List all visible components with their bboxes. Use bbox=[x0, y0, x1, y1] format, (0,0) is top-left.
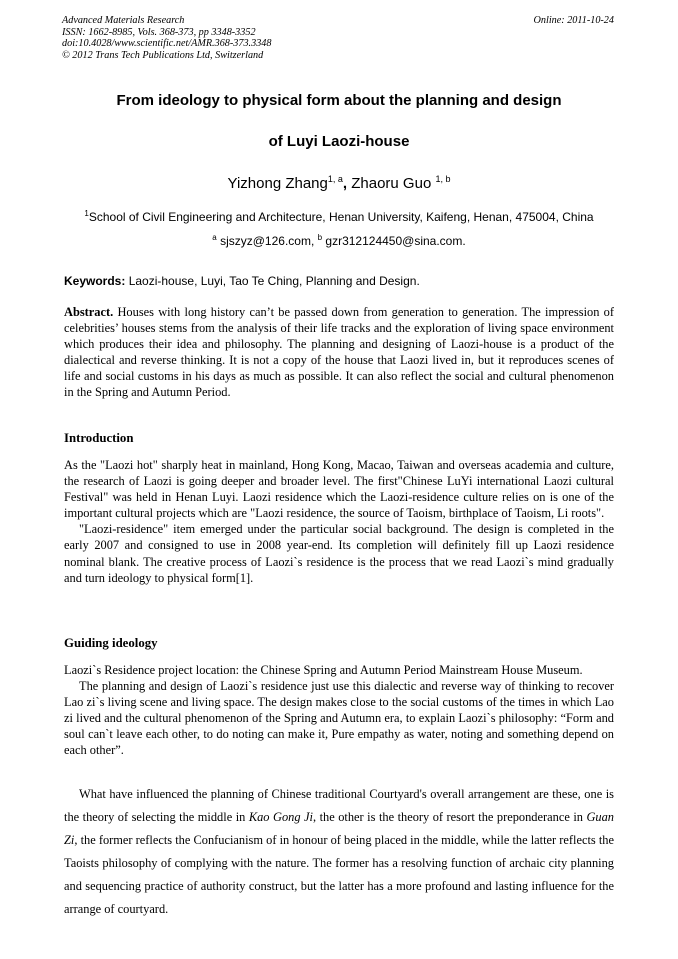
email-a-marker: a bbox=[212, 233, 217, 242]
journal-issn: ISSN: 1662-8985, Vols. 368-373, pp 3348-3352 bbox=[62, 26, 256, 38]
affiliation-number: 1 bbox=[84, 209, 89, 218]
journal-name: Advanced Materials Research bbox=[62, 15, 185, 26]
paper-title-line-2: of Luyi Laozi-house bbox=[268, 133, 410, 150]
affiliation bbox=[0, 209, 678, 224]
keywords-text: Laozi-house, Luyi, Tao Te Ching, Planning and Design. bbox=[125, 274, 420, 288]
guiding-ideology-body-continued bbox=[64, 783, 614, 921]
online-date: Online: 2011-10-24 bbox=[533, 15, 614, 26]
guiding-p3-part-b: , the other is the theory of resort the preponderance in bbox=[312, 810, 587, 824]
journal-doi: doi:10.4028/www.scientific.net/AMR.368-373.3348 bbox=[62, 38, 272, 50]
author-1-affil: 1, a bbox=[327, 174, 343, 184]
abstract-label: Abstract. bbox=[64, 305, 114, 319]
author-2-affil: 1, b bbox=[435, 174, 451, 184]
guiding-paragraph-1: Laozi`s Residence project location: the Chinese Spring and Autumn Period Mainstream House Museum. bbox=[64, 663, 583, 677]
guiding-p3-part-a: What have influenced the planning of Chinese traditional Courtyard's overall arrangement are these, one is the theory of selecting the middle in bbox=[64, 787, 614, 824]
section-heading-introduction: Introduction bbox=[64, 431, 134, 445]
introduction-paragraph-2: "Laozi-residence" item emerged under the particular social background. The design is completed in the early 2007 and consigned to use in 2008 year-end. Its completion will definitely fill up Laozi residence nominal blank. The creative process of Laozi`s residence is the process that we read Laozi`s mind gradually and turn ideology to physical form[1]. bbox=[64, 522, 614, 585]
abstract-text: Houses with long history can’t be passed down from generation to generation. The impression of celebrities’ houses stems from the analysis of their life tracks and the exploration of living space environment which produces their idea and philosophy. The planning and designing of Laozi-house is a product of the dialectical and reverse thinking. It is not a copy of the house that Laozi lived in, but it reproduces scenes of life and social customs in his days as much as possible. It can also reflect the social and cultural phenomenon in the Spring and Autumn Period. bbox=[64, 305, 614, 400]
journal-header bbox=[62, 15, 614, 61]
affiliation-text: School of Civil Engineering and Architecture, Henan University, Kaifeng, Henan, 475004, China bbox=[88, 210, 594, 224]
author-2: Zhaoru Guo bbox=[351, 175, 436, 192]
abstract-paragraph bbox=[64, 304, 614, 401]
guiding-paragraph-2: The planning and design of Laozi`s residence just use this dialectic and reverse way of thinking to recover Lao zi`s living scene and living space. The design makes close to the social customs of the times in which Lao zi lived and the cultural phenomenon of the Spring and Autumn era, to explain Laozi`s philosophy: “Form and soul can`t leave each other, to do noting can make it, Pure empathy as water, noting and something depend on each other”. bbox=[64, 679, 614, 758]
section-heading-guiding-ideology: Guiding ideology bbox=[64, 636, 158, 650]
keywords-label: Keywords: bbox=[64, 274, 126, 288]
guiding-ideology-body bbox=[64, 662, 614, 759]
paper-title-line-1: From ideology to physical form about the planning and design bbox=[116, 92, 562, 109]
author-list bbox=[0, 174, 678, 192]
guiding-paragraph-3 bbox=[64, 783, 614, 921]
abstract bbox=[64, 304, 614, 401]
introduction-paragraph-1: As the "Laozi hot" sharply heat in mainland, Hong Kong, Macao, Taiwan and overseas academia and culture, the research of Laozi is going deeper and broader level. The first"Chinese LuYi international Laozi cultural Festival" was held in Henan Luyi. Laozi residence which the Laozi-residence culture relies on is one of the important cultural projects which are "Laozi residence, the source of Taoism, birthplace of Taoism, Li roots". bbox=[64, 458, 614, 521]
citation-guan-zi: Guan Zi bbox=[64, 810, 615, 847]
email-b: gzr312124450@sina.com. bbox=[322, 234, 466, 248]
introduction-body bbox=[64, 457, 614, 586]
citation-kao-gong-ji: Kao Gong Ji bbox=[248, 810, 313, 824]
journal-copyright: © 2012 Trans Tech Publications Ltd, Switzerland bbox=[62, 49, 264, 61]
author-separator: , bbox=[342, 175, 352, 192]
email-a: sjszyz@126.com, bbox=[216, 234, 318, 248]
author-emails bbox=[0, 233, 678, 248]
email-b-marker: b bbox=[317, 233, 323, 242]
author-1: Yizhong Zhang bbox=[227, 175, 328, 192]
guiding-p3-part-c: , the former reflects the Confucianism of in honour of being placed in the middle, while the latter reflects the Taoists philosophy of complying with the nature. The former has a resolving function of archaic city planning and sequencing practice of authority construct, but the latter has a more profound and lasting influence for the arrange of courtyard. bbox=[64, 833, 614, 916]
keywords bbox=[64, 274, 614, 288]
